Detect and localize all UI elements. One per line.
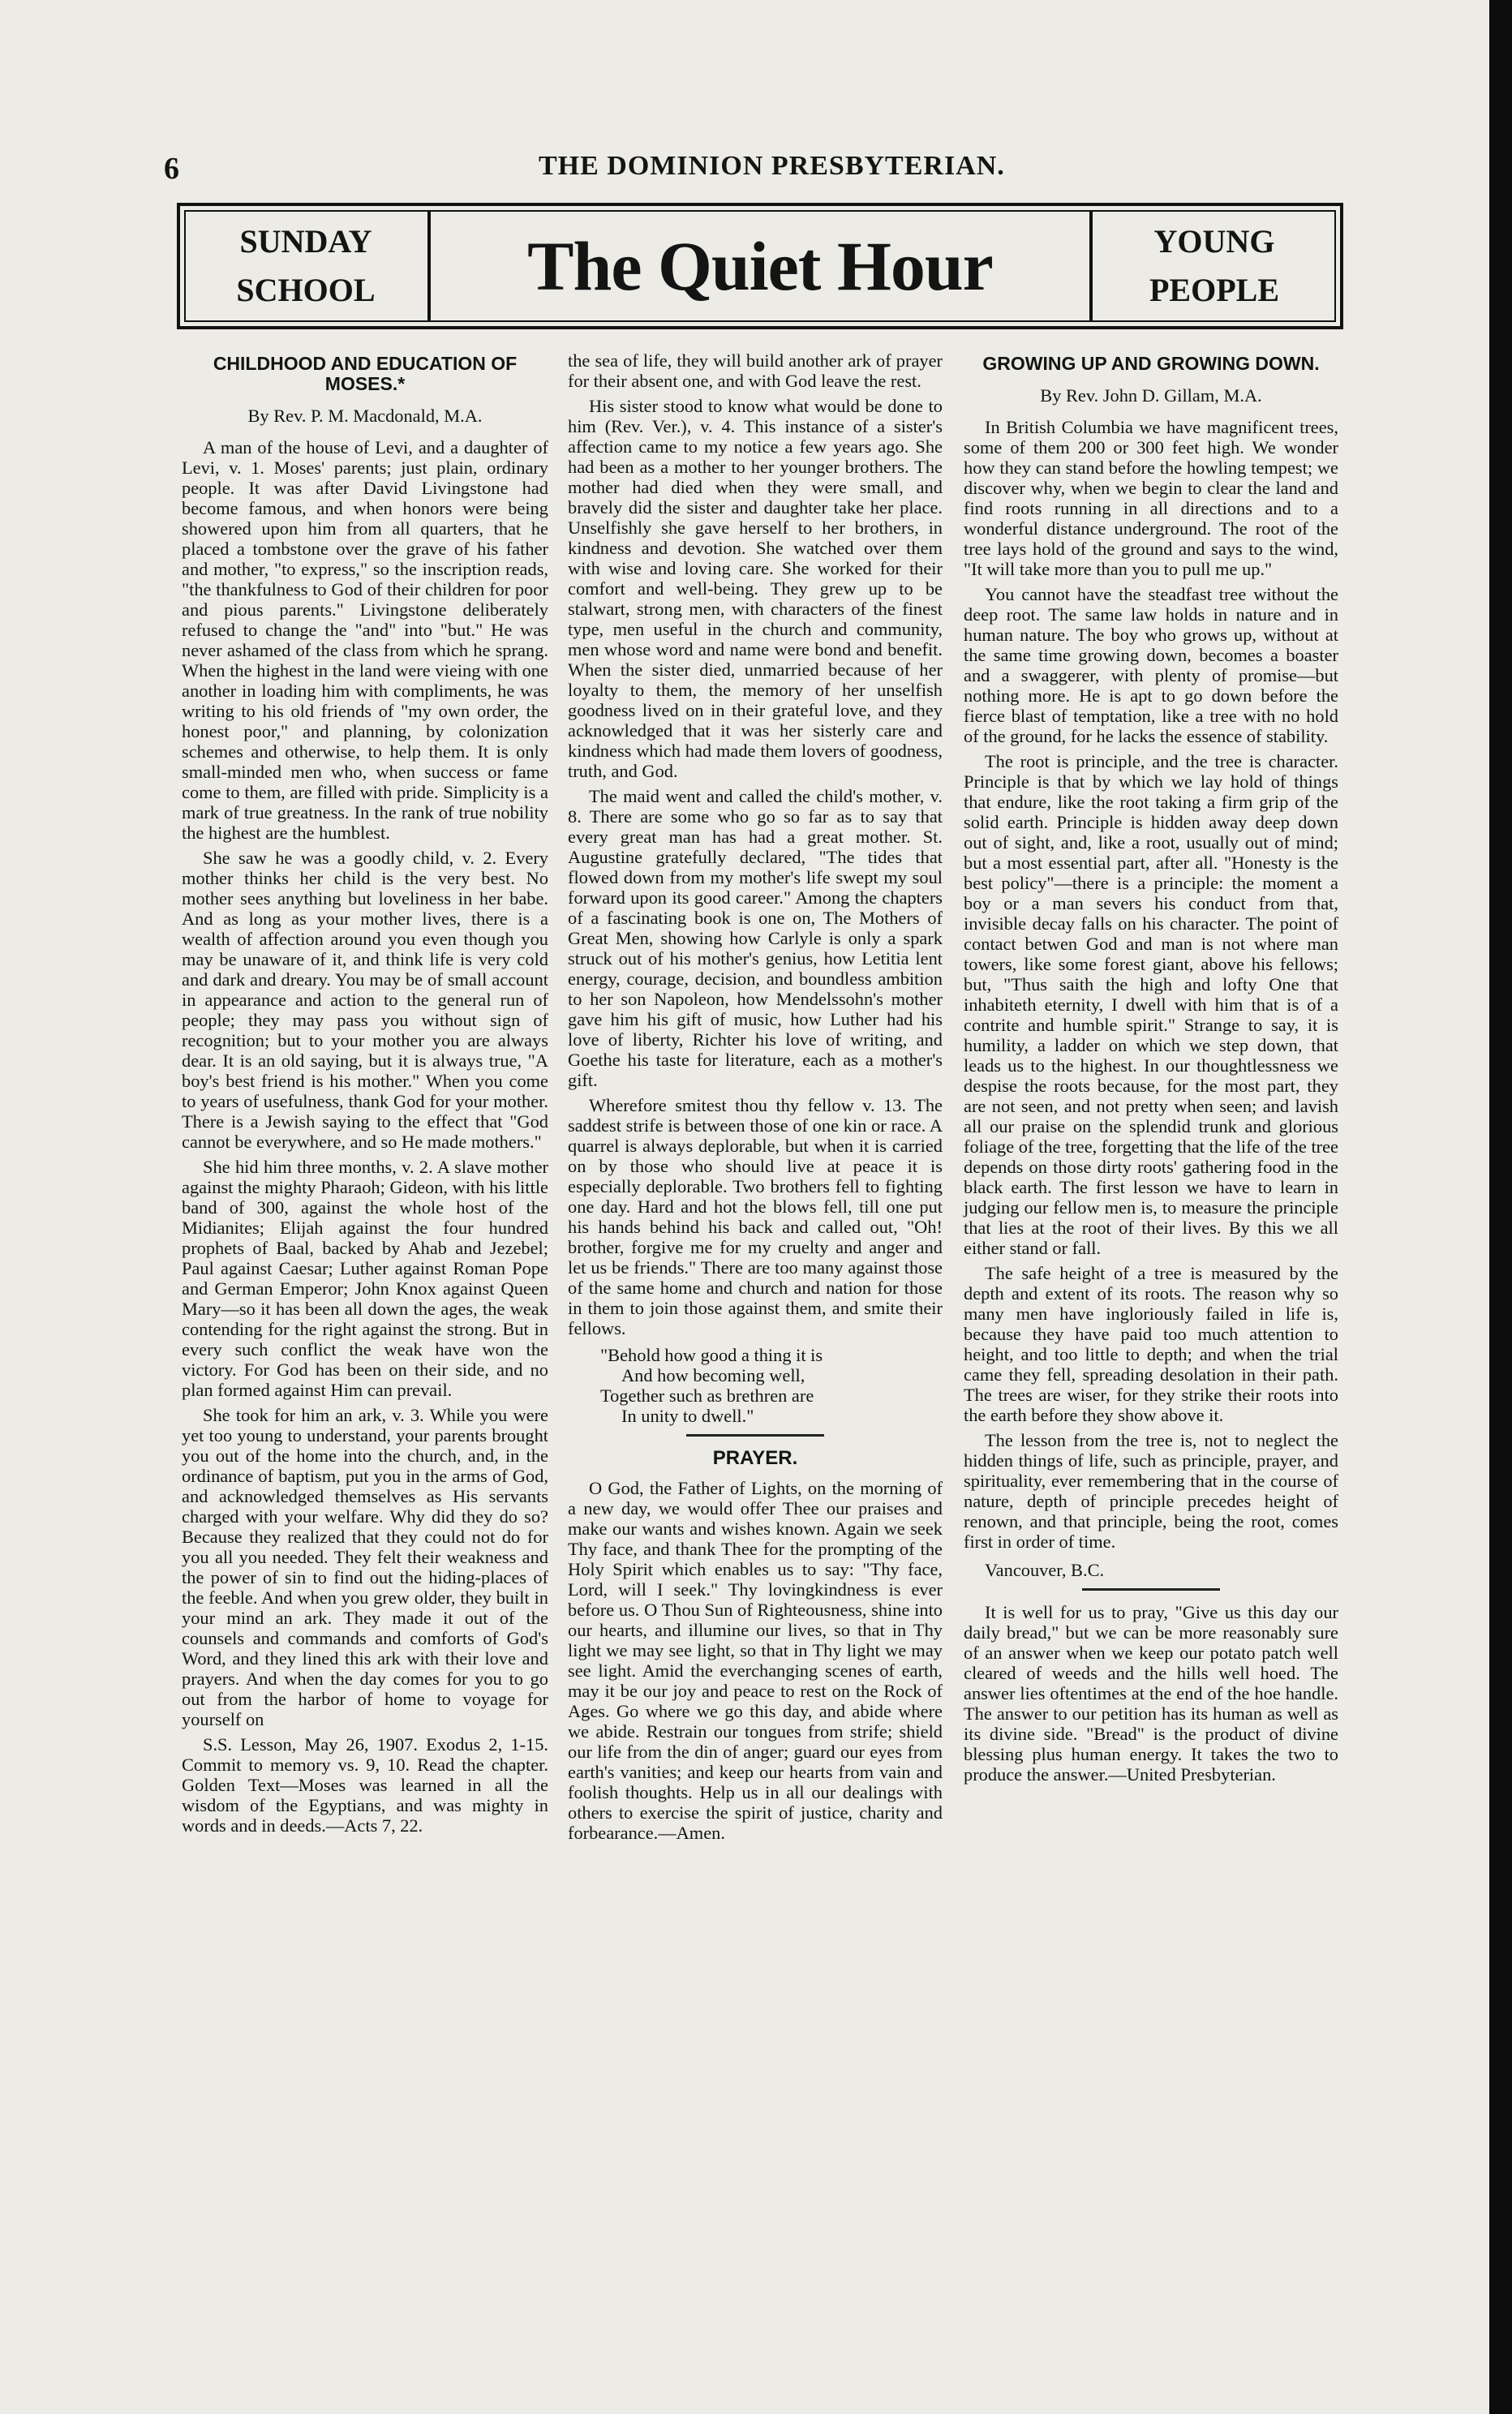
column-2 (568, 350, 943, 1848)
page-number: 6 (164, 152, 179, 186)
verse-line: "Behold how good a thing it is (600, 1345, 823, 1365)
section-divider (1082, 1588, 1220, 1591)
paragraph: A man of the house of Levi, and a daughter of Levi, v. 1. Moses' parents; just plain, ordinary people. It was after David Livingstone had become famous, and when honors were being showered upon him from all quarters, that he placed a tombstone over the grave of his father and mother, "to express," so the inscription reads, "the thankfulness to God of their children for poor and pious parents." Livingstone deliberately refused to change the "and" into "but." He was never ashamed of the class from which he sprang. When the highest in the land were vieing with one another in loading him with compliments, he was writing to his old friends of "my own order, the honest poor," and planning, by colonization schemes and otherwise, to help them. It is only small-minded men who, when success or fame come to them, are filled with pride. Simplicity is a mark of true greatness. In the rank of true nobility the highest are the humblest. (182, 437, 548, 843)
publication-title: THE DOMINION PRESBYTERIAN. (539, 151, 1005, 181)
banner-left-line1: SUNDAY (239, 223, 372, 260)
section-banner (177, 203, 1343, 329)
banner-right-line2: PEOPLE (1149, 272, 1280, 308)
article-title-growing: GROWING UP AND GROWING DOWN. (982, 353, 1320, 374)
paragraph: She saw he was a goodly child, v. 2. Every mother thinks her child is the very best. No mother sees anything but loveliness in her babe. And as long as your mother lives, there is a wealth of affection around you even though you may be unaware of it, and think life is very cold and dark and dreary. You may be of small account in appearance and action to the general run of people; they may pass you without sign of recognition; but to your mother you are always dear. It is an old saying, but it is always true, "A boy's best friend is his mother." When you come to years of usefulness, thank God for your mother. There is a Jewish saying to the effect that "God cannot be everywhere, and so He made mothers." (182, 848, 548, 1152)
paragraph: In British Columbia we have magnificent trees, some of them 200 or 300 feet high. We wonder how they can stand before the howling tempest; we discover why, when we begin to clear the land and find roots running in all directions and to a wonderful distance underground. The root of the tree lays hold of the ground and says to the wind, "It will take more than you to pull me up." (964, 417, 1338, 579)
byline-gillam: By Rev. John D. Gillam, M.A. (1040, 385, 1262, 406)
paragraph: You cannot have the steadfast tree without the deep root. The same law holds in nature and in human nature. The boy who grows up, without at the same time growing down, becomes a boaster and a swaggerer, with plenty of promise—but nothing more. He is apt to go down before the fierce blast of temptation, like a tree with no hold of the ground, for he lacks the essence of stability. (964, 584, 1338, 746)
paragraph: Wherefore smitest thou thy fellow v. 13. The saddest strife is between those of one kin or race. A quarrel is always deplorable, but when it is carried on by those who should live at peace it is especially deplorable. Two brothers fell to fighting one day. Hard and hot the blows fell, till one put his hands behind his back and called out, "Oh! brother, forgive me for my cruelty and anger and let us be friends." There are too many against those of the same home and church and nation for those in them to join those against them, and smite their fellows. (568, 1095, 943, 1338)
closing-paragraph: It is well for us to pray, "Give us this day our daily bread," but we can be more reasonably sure of an answer when we keep our potato patch well cleared of weeds and the hills well hoed. The answer lies oftentimes at the end of the hoe handle. The answer to our petition has its human as well as its divine side. "Bread" is the product of divine blessing plus human energy. It takes the two to produce the answer.—United Presbyterian. (964, 1602, 1338, 1785)
column-3 (964, 350, 1338, 1789)
paragraph: His sister stood to know what would be done to him (Rev. Ver.), v. 4. This instance of a sister's affection came to my notice a few years ago. She had been as a mother to her younger brothers. The mother had died when they were small, and bravely did the sister and daughter take her place. Unselfishly she gave herself to her brothers, in kindness and devotion. She watched over them with wise and loving care. She worked for their comfort and well-being. They grew up to be stalwart, strong men, with characters of the finest type, men useful in the church and community, men whose word and name were bond and benefit. When the sister died, unmarried because of her loyalty to them, the memory of her unselfish goodness lived on in their grateful love, and they acknowledged that it was her sisterly care and kindness which had made them lovers of goodness, truth, and God. (568, 396, 943, 781)
banner-right-line1: YOUNG (1153, 223, 1275, 260)
verse-quote (600, 1345, 943, 1426)
paragraph: She took for him an ark, v. 3. While you were yet too young to understand, your parents brought you out of the home into the church, and, in the ordinance of baptism, put you in the arms of God, and acknowledged themselves as His servants charged with your welfare. Why did they do so? Because they realized that they could not do for you all you needed. They felt their weakness and the power of sin to find out the hiding-places of the feeble. And when you grew older, they built in your mind an ark. They made it out of the counsels and commands and comforts of God's Word, and they lined this ark with their love and prayers. And when the day comes for you to go out from the harbor of home to voyage for yourself on (182, 1405, 548, 1729)
paragraph: The maid went and called the child's mother, v. 8. There are some who go so far as to say that every great man has had a great mother. St. Augustine gratefully declared, "The tides that flowed down from my mother's life swept my soul forward upon its good career." Among the chapters of a fascinating book is one on, The Mothers of Great Men, showing how Carlyle is only a spark struck out of his mother's genius, how Letitia lent energy, courage, decision, and boundless ambition to her son Napoleon, how Mendelssohn's mother gave him his gift of music, how Luther had his love of liberty, Richter his love of writing, and Goethe his taste for literature, each as a mother's gift. (568, 786, 943, 1090)
paragraph: the sea of life, they will build another ark of prayer for their absent one, and with God leave the rest. (568, 350, 943, 391)
section-title: The Quiet Hour (527, 227, 993, 305)
verse-line: And how becoming well, (621, 1365, 805, 1385)
article-title-moses: CHILDHOOD AND EDUCATION OF MOSES.* (213, 353, 518, 394)
paragraph: She hid him three months, v. 2. A slave mother against the mighty Pharaoh; Gideon, with his little band of 300, against the whole host of the Midianites; Elijah against the four hundred prophets of Baal, backed by Ahab and Jezebel; Paul against Caesar; Luther against Roman Pope and German Emperor; John Knox against Queen Mary—so it has been all down the ages, the weak contending for the right against the strong. But in every such conflict the weak have won the victory. For God has been on their side, and no plan formed against Him can prevail. (182, 1157, 548, 1400)
young-people-label (1089, 210, 1336, 322)
banner-left-line2: SCHOOL (236, 272, 376, 308)
page-header (164, 151, 1340, 191)
verse-line: Together such as brethren are (600, 1385, 814, 1406)
dateline-vancouver: Vancouver, B.C. (985, 1560, 1105, 1580)
paragraph: The safe height of a tree is measured by the depth and extent of its roots. The reason why so many men have ingloriously failed in life is, because they have paid too much attention to height, and too little to depth; and when the trial came they fell, spreading desolation in their path. The trees are wiser, for they strike their roots into the earth before they show above it. (964, 1263, 1338, 1425)
sunday-school-label (184, 210, 431, 322)
byline-macdonald: By Rev. P. M. Macdonald, M.A. (247, 406, 483, 426)
prayer-heading: PRAYER. (712, 1447, 798, 1469)
scan-edge (1489, 0, 1512, 2414)
paragraph: The lesson from the tree is, not to neglect the hidden things of life, such as principle, prayer, and spirituality, ever remembering that in the course of nature, depth of principle precedes height of renown, and that principle, being the root, comes first in order of time. (964, 1430, 1338, 1552)
column-1 (182, 350, 548, 1841)
verse-line: In unity to dwell." (621, 1406, 754, 1426)
paragraph: The root is principle, and the tree is character. Principle is that by which we lay hold of things that endure, like the root taking a firm grip of the solid earth. Principle is hidden away deep down out of sight, and, like a root, usually out of mind; but a most essential part, after all. "Honesty is the best policy"—there is a principle: the moment a boy or a man severs his conduct from that, invisible decay falls on his character. The point of contact betwen God and man is not where man towers, like some forest giant, above his fellows; but, "Thus saith the high and lofty One that inhabiteth eternity, I dwell with him that is of a contrite and humble spirit." Strange to say, it is humility, a ladder on which we step down, that leads us to the highest. In our thoughtlessness we despise the roots because, for the most part, they are not seen, and not pretty when seen; and lavish all our praise on the splendid trunk and glorious foliage of the tree, forgetting that the life of the tree depends on those dirty roots' gathering food in the black earth. The first lesson we have to learn in judging our fellow men is, to measure the principle that lies at the root of their lives. By this we all either stand or fall. (964, 751, 1338, 1258)
section-divider (686, 1434, 824, 1437)
prayer-text: O God, the Father of Lights, on the morning of a new day, we would offer Thee our praises and make our wants and wishes known. Again we seek Thy face, and thank Thee for the prompting of the Holy Spirit which enables us to say: "Thy face, Lord, will I seek." Thy lovingkindness is ever before us. O Thou Sun of Righteousness, shine into our hearts, and illumine our lives, so that in Thy light we may see light, so that in Thy light we may see light. Amid the everchanging scenes of earth, may it be our joy and peace to rest on the Rock of Ages. Go where we go this day, and abide where we abide. Restrain our tongues from strife; shield our life from the din of anger; guard our eyes from earth's vanities; and keep our hearts from vain and foolish thoughts. Help us in all our dealings with others to exercise the spirit of justice, charity and forbearance.—Amen. (568, 1478, 943, 1843)
lesson-footnote: S.S. Lesson, May 26, 1907. Exodus 2, 1-15. Commit to memory vs. 9, 10. Read the chapter. Golden Text—Moses was learned in all the wisdom of the Egyptians, and was mighty in words and in deeds.—Acts 7, 22. (182, 1734, 548, 1836)
